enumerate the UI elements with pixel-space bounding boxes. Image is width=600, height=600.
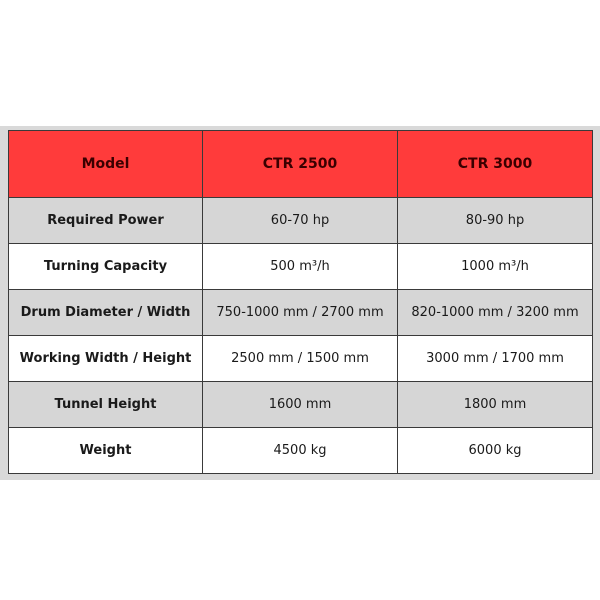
row-label: Working Width / Height <box>9 336 203 382</box>
cell-ctr-2500: 1600 mm <box>203 382 398 428</box>
cell-ctr-2500: 4500 kg <box>203 428 398 474</box>
table-row <box>9 290 593 336</box>
cell-ctr-3000: 1800 mm <box>398 382 593 428</box>
header-ctr-3000: CTR 3000 <box>398 131 593 198</box>
spec-table <box>8 130 593 474</box>
header-ctr-2500: CTR 2500 <box>203 131 398 198</box>
table-row <box>9 198 593 244</box>
table-row <box>9 428 593 474</box>
cell-ctr-2500: 2500 mm / 1500 mm <box>203 336 398 382</box>
row-label: Weight <box>9 428 203 474</box>
cell-ctr-3000: 820-1000 mm / 3200 mm <box>398 290 593 336</box>
table-row <box>9 336 593 382</box>
row-label: Drum Diameter / Width <box>9 290 203 336</box>
cell-ctr-3000: 80-90 hp <box>398 198 593 244</box>
cell-ctr-2500: 750-1000 mm / 2700 mm <box>203 290 398 336</box>
table-row <box>9 244 593 290</box>
row-label: Turning Capacity <box>9 244 203 290</box>
table-row <box>9 382 593 428</box>
cell-ctr-2500: 500 m³/h <box>203 244 398 290</box>
cell-ctr-3000: 3000 mm / 1700 mm <box>398 336 593 382</box>
header-model: Model <box>9 131 203 198</box>
cell-ctr-3000: 1000 m³/h <box>398 244 593 290</box>
table-header-row <box>9 131 593 198</box>
row-label: Tunnel Height <box>9 382 203 428</box>
row-label: Required Power <box>9 198 203 244</box>
cell-ctr-2500: 60-70 hp <box>203 198 398 244</box>
cell-ctr-3000: 6000 kg <box>398 428 593 474</box>
